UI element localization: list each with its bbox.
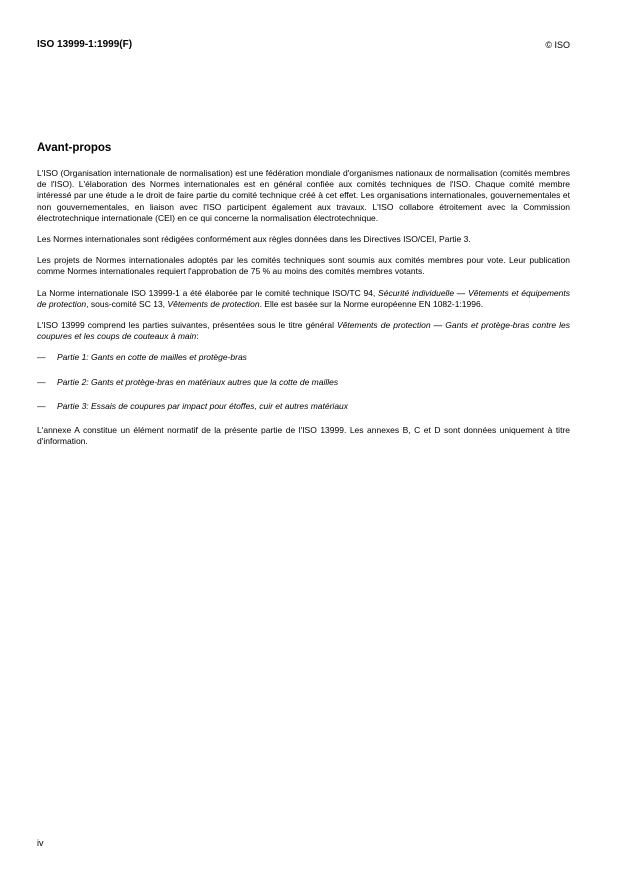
section-title: Avant-propos	[37, 142, 112, 154]
list-item	[37, 401, 570, 412]
part-2-label: Partie 2: Gants et protège-bras en matériaux autres que la cotte de mailles	[57, 376, 339, 387]
list-item	[37, 377, 570, 388]
copyright-notice: © ISO	[545, 40, 570, 50]
list-item	[37, 352, 570, 363]
general-title: Vêtements de protection — Gants et protège-bras contre les coupures et les coups de couteaux à main	[37, 320, 570, 342]
page-number: iv	[37, 838, 44, 848]
standard-id: ISO 13999-1:1999(F)	[37, 39, 133, 50]
paragraph-annexes: L'annexe A constitue un élément normatif de la présente partie de l'ISO 13999. Les annexes B, C et D sont données uniquement à titre d'information.	[37, 425, 570, 447]
committee-text-e: . Elle est basée sur la Norme européenne EN 1082-1:1996.	[259, 298, 484, 309]
paragraph-parts-intro	[37, 320, 570, 342]
paragraph-committee	[37, 288, 570, 310]
foreword-section	[37, 141, 570, 457]
paragraph-drafting-rules: Les Normes internationales sont rédigées conformément aux règles données dans les Directives ISO/CEI, Partie 3.	[37, 234, 471, 245]
dash-bullet: —	[37, 376, 46, 387]
subcommittee-title: Vêtements de protection	[167, 298, 260, 309]
part-1-label: Partie 1: Gants en cotte de mailles et protège-bras	[57, 352, 247, 363]
committee-text-c: , sous-comité SC 13,	[86, 298, 168, 309]
parts-intro-text-a: L'ISO 13999 comprend les parties suivantes, présentées sous le titre général	[37, 320, 338, 331]
parts-intro-text-c: :	[196, 331, 199, 342]
paragraph-iso-description: L'ISO (Organisation internationale de normalisation) est une fédération mondiale d'organismes nationaux de normalisation (comités membres de l'ISO). L'élaboration des Normes internationales est en général confiée aux comités techniques de l'ISO. Chaque comité membre intéressé par une étude a le droit de faire partie du comité technique créé à cet effet. Les organisations internationales, gouvernementales et non gouvernementales, en liaison avec l'ISO participent également aux travaux. L'ISO collabore étroitement avec la Commission électrotechnique internationale (CEI) en ce qui concerne la normalisation électrotechnique.	[37, 168, 570, 223]
committee-title: Sécurité individuelle — Vêtements et équipements de protection	[37, 287, 570, 309]
committee-text-a: La Norme internationale ISO 13999-1 a été élaborée par le comité technique ISO/TC 94,	[37, 287, 379, 298]
dash-bullet: —	[37, 352, 46, 363]
dash-bullet: —	[37, 400, 46, 411]
paragraph-voting: Les projets de Normes internationales adoptés par les comités techniques sont soumis aux comités membres pour vote. Leur publication comme Normes internationales requiert l'approbation de 75 % au moins des comités membres votants.	[37, 255, 570, 277]
part-3-label: Partie 3: Essais de coupures par impact pour étoffes, cuir et autres matériaux	[57, 400, 349, 411]
